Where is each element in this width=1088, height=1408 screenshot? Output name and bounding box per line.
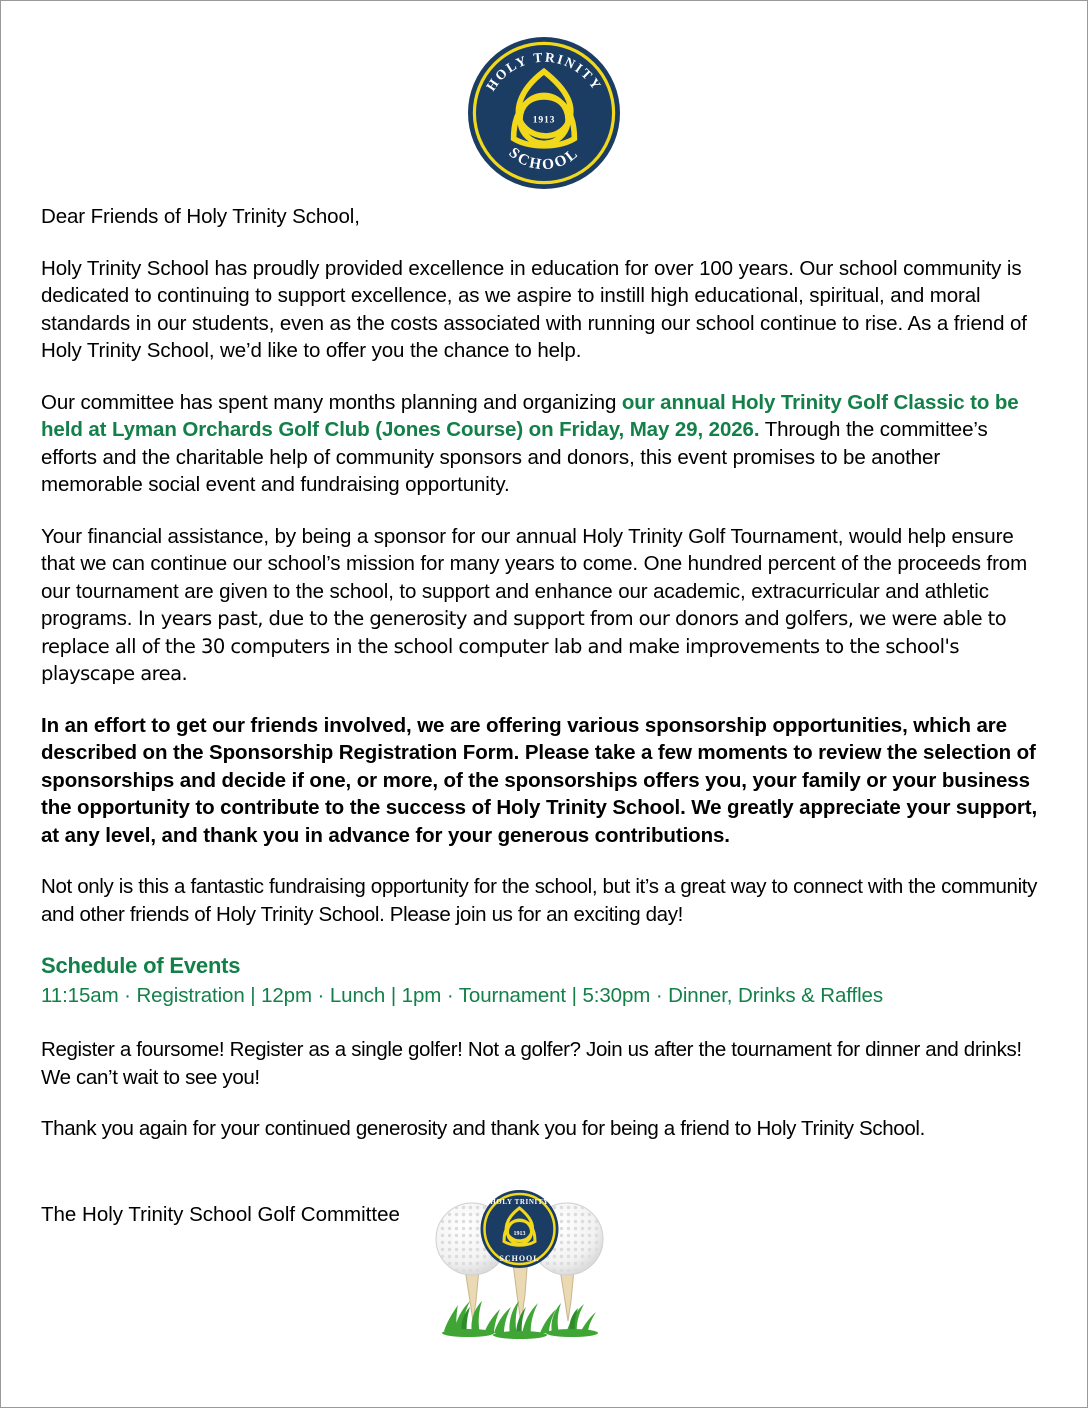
schedule-events-line: 11:15am · Registration | 12pm · Lunch | 1pm · Tournament | 5:30pm · Dinner, Drinks & Raffles bbox=[41, 984, 883, 1007]
paragraph-sponsorship-call: In an effort to get our friends involved, we are offering various sponsorship opportunities, which are described on the Sponsorship Registration Form. Please take a few moments to review the selection of sponsorships and decide if one, or more, of the sponsorships offers you, your family or your business the opportunity to contribute to the success of Holy Trinity School. We greatly appreciate your support, at any level, and thank you in advance for your generous contributions. bbox=[41, 713, 1038, 847]
paragraph-financial-assistance bbox=[41, 523, 1047, 688]
holy-trinity-school-seal-icon bbox=[464, 33, 624, 193]
paragraph-community: Not only is this a fantastic fundraising opportunity for the school, but it’s a great way to connect with the community and other friends of Holy Trinity School. Please join us for an exciting day! bbox=[41, 875, 1038, 926]
event-details-highlight: our annual Holy Trinity Golf Classic to be held at Lyman Orchards Golf Club (Jones Course) on Friday, May 29, 2026. bbox=[41, 390, 1019, 441]
signoff-row bbox=[41, 1183, 1047, 1348]
svg-text:1913: 1913 bbox=[532, 114, 556, 126]
seal-arc-top-text: HOLY TRINITY bbox=[483, 49, 605, 94]
paragraph-event-lead: Our committee has spent many months planning and organizing bbox=[41, 390, 622, 414]
salutation: Dear Friends of Holy Trinity School, bbox=[41, 205, 360, 228]
paragraph-financial-part-a: Your financial assistance, by being a sponsor for our annual Holy Trinity Golf Tournament, would help ensure that we can continue our school’s mission for many years to come. One hundred percent of the proceeds from our tournament are given to the school, to support and enhance our academic, extracurricular and athletic programs. bbox=[41, 524, 1028, 630]
paragraph-event-announcement bbox=[41, 389, 1047, 499]
paragraph-financial-part-b: In years past, due to the generosity and support from our donors and golfers, we were able to replace all of the 30 computers in the school computer lab and make improvements to the school's playscape area. bbox=[41, 607, 1007, 685]
svg-text:HOLY TRINITY: HOLY TRINITY bbox=[490, 1197, 549, 1206]
signoff: The Holy Trinity School Golf Committee bbox=[41, 1202, 400, 1226]
paragraph-register: Register a foursome! Register as a single golfer! Not a golfer? Join us after the tournament for dinner and drinks! We can’t wait to see you! bbox=[41, 1038, 1022, 1089]
svg-text:SCHOOL: SCHOOL bbox=[499, 1253, 540, 1263]
letterhead bbox=[1, 1, 1087, 203]
paragraph-intro: Holy Trinity School has proudly provided excellence in education for over 100 years. Our school community is dedicated to continuing to support excellence, as we aspire to instill high educational, spiritual, and moral standards in our students, even as the costs associated with running our school continue to rise. As a friend of Holy Trinity School, we’d like to offer you the chance to help. bbox=[41, 256, 1027, 362]
golf-balls-on-tees-icon bbox=[432, 1183, 607, 1348]
seal-arc-bottom-text: SCHOOL bbox=[505, 144, 583, 174]
paragraph-thank-you: Thank you again for your continued generosity and thank you for being a friend to Holy Trinity School. bbox=[41, 1117, 925, 1140]
schedule-title: Schedule of Events bbox=[41, 953, 241, 978]
svg-text:1913: 1913 bbox=[513, 1230, 526, 1237]
schedule-of-events bbox=[41, 952, 1047, 1010]
paragraph-event-tail: Through the committee’s efforts and the charitable help of community sponsors and donors, this event promises to be another memorable social event and fundraising opportunity. bbox=[41, 418, 988, 496]
letter-body bbox=[1, 203, 1087, 1348]
